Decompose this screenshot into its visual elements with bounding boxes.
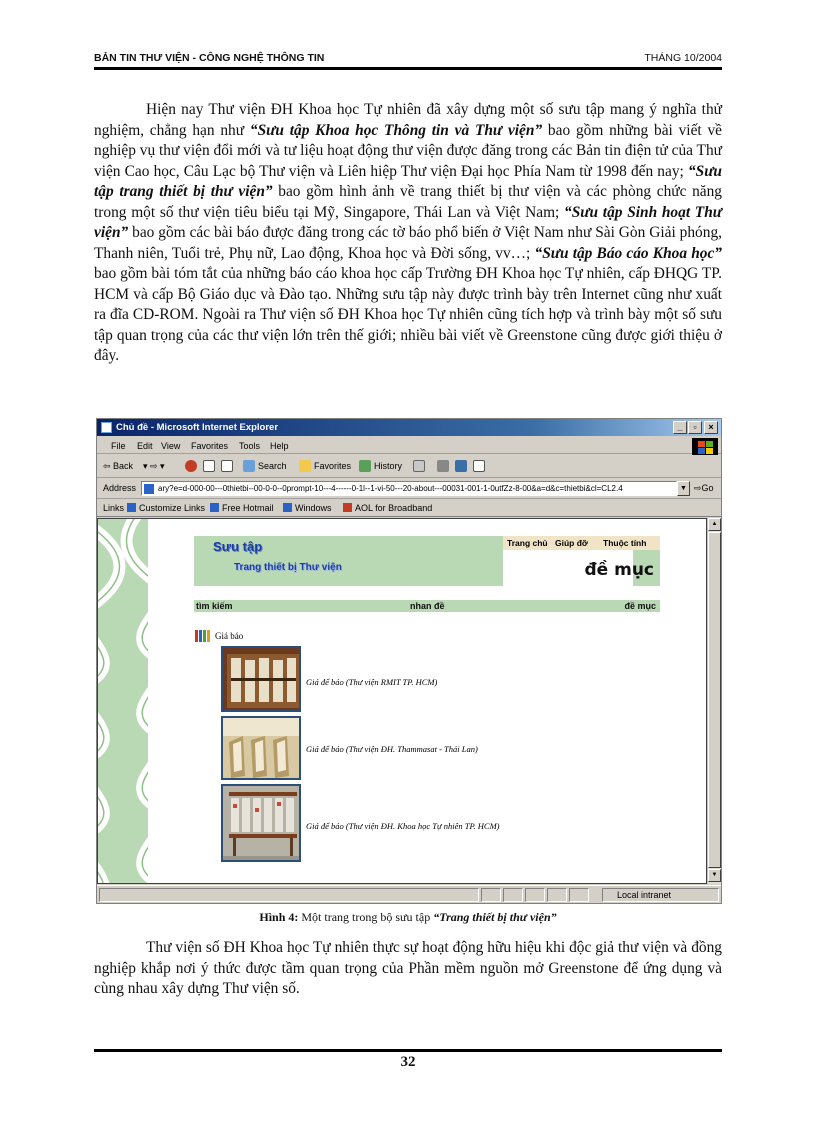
stop-icon[interactable] — [185, 460, 197, 472]
figure-label: Hình 4: — [259, 910, 299, 924]
status-cell — [525, 888, 545, 902]
item-caption-3[interactable]: Giá để báo (Thư viện ĐH. Khoa học Tự nhiên TP. HCM) — [306, 821, 500, 831]
item-thumbnail-3[interactable] — [221, 784, 301, 862]
title-bar — [97, 419, 721, 436]
nav-search[interactable]: tìm kiếm — [196, 601, 233, 611]
item-caption-1[interactable]: Giá để báo (Thư viện RMIT TP. HCM) — [306, 677, 438, 687]
collection-title-1: “Sưu tập Khoa học Thông tin và Thư viện” — [249, 121, 543, 139]
collection-title-3: “Sưu tập Sinh hoạt Thư viện” — [94, 203, 722, 241]
status-cell — [547, 888, 567, 902]
menu-tools[interactable]: Tools — [239, 441, 261, 451]
link-icon — [283, 503, 292, 512]
discuss-icon[interactable] — [473, 460, 485, 472]
windows-logo-icon — [692, 438, 718, 455]
address-url: ary?e=d-000-00---0thietbi--00-0-0--0prompt-10---4------0-1l--1-vi-50---20-about---00031-001-1-0utfZz-8-00&a=d&c=thietbi&cl=CL2.4 — [158, 484, 623, 493]
maximize-button[interactable]: ▫ — [688, 421, 702, 434]
favorites-button[interactable]: Favorites — [314, 461, 352, 471]
menu-edit[interactable]: Edit — [137, 441, 153, 451]
page-content — [97, 518, 707, 884]
page-heading — [503, 550, 660, 586]
minimize-button[interactable]: _ — [673, 421, 687, 434]
collection-label: Sưu tập — [213, 539, 263, 554]
newspaper-rack-photo — [223, 718, 301, 780]
menu-view[interactable]: View — [161, 441, 181, 451]
link-windows[interactable]: Windows — [295, 503, 332, 513]
newspaper-rack-photo — [223, 648, 301, 712]
close-button[interactable]: × — [704, 421, 718, 434]
figure-text: Một trang trong bộ sưu tập — [298, 910, 434, 924]
nav-titles[interactable]: nhan đề — [410, 601, 445, 611]
search-nav-bar — [194, 600, 660, 612]
status-cell — [569, 888, 589, 902]
edit-icon[interactable] — [455, 460, 467, 472]
nav-subjects[interactable]: đề mục — [624, 601, 656, 611]
page-number: 32 — [400, 1054, 416, 1070]
figure-caption — [0, 910, 816, 925]
back-dropdown[interactable]: ▾ ⇨ ▾ — [143, 461, 165, 471]
favorites-icon[interactable] — [299, 460, 311, 472]
paragraph-1 — [94, 100, 722, 367]
text-run: bao gồm bài tóm tắt của những báo cáo khoa học cấp Trường ĐH Khoa học Tự nhiên, cấp ĐHQG TP. HCM và cấp Bộ Giáo dục và Đào tạo. Những sưu tập này được trình bày trên Internet cũng như xuất ra đĩa CD-ROM. Ngoài ra Thư viện số ĐH Khoa học Tự nhiên cũng tích hợp và trình bày một số sưu tập quan trọng của các thư viện lớn trên thế giới; nhiều bài viết về Greenstone cũng được giới thiệu ở đây. — [94, 265, 722, 364]
nav-help[interactable]: Giúp đỡ — [555, 538, 588, 548]
refresh-icon[interactable] — [203, 460, 215, 472]
address-dropdown[interactable]: ▼ — [677, 481, 690, 496]
aol-icon — [343, 503, 352, 512]
scroll-up-arrow[interactable]: ▲ — [708, 518, 721, 531]
collection-name[interactable]: Trang thiết bị Thư viện — [234, 562, 342, 573]
item-caption-2[interactable]: Giá để báo (Thư viện ĐH. Thammasat - Thái Lan) — [306, 744, 478, 754]
link-hotmail[interactable]: Free Hotmail — [222, 503, 274, 513]
scroll-thumb[interactable] — [708, 532, 721, 868]
nav-preferences[interactable]: Thuộc tính — [603, 538, 647, 548]
search-icon[interactable] — [243, 460, 255, 472]
address-input[interactable] — [141, 481, 677, 496]
print-icon[interactable] — [437, 460, 449, 472]
menu-help[interactable]: Help — [270, 441, 289, 451]
status-bar — [97, 885, 721, 903]
link-icon — [210, 503, 219, 512]
ie-window-screenshot — [96, 418, 722, 904]
collection-title-2: “Sưu tập trang thiết bị thư viện” — [94, 162, 722, 200]
figure-title: “Trang thiết bị thư viện” — [433, 910, 557, 924]
link-icon — [127, 503, 136, 512]
text-run: bao gồm hình ảnh về trang thiết bị thư viện và các phòng chức năng trong một số thư viện tiêu biểu tại Mỹ, Singapore, Thái Lan và Việt Nam; — [94, 183, 723, 221]
links-label: Links — [103, 503, 125, 513]
zone-label: Local intranet — [617, 890, 672, 900]
vertical-scrollbar[interactable] — [707, 518, 721, 884]
address-label: Address — [103, 483, 137, 493]
go-button[interactable]: ⇨Go — [694, 483, 714, 493]
window-title: Chủ đề - Microsoft Internet Explorer — [116, 422, 279, 433]
page-icon — [144, 484, 154, 494]
text-run: bao gồm các bài báo được đăng trong các tờ báo phổ biến ở Việt Nam như Sài Gòn Giải phóng, Thanh niên, Tuổi trẻ, Phụ nữ, Lao động, Khoa học và Đời sống, vv…; — [94, 224, 722, 262]
text-run: bao gồm những bài viết về nghiệp vụ thư viện đổi mới và tư liệu hoạt động thư viện được đăng trong các Bản tin điện tử của Thư viện Cao học, Câu Lạc bộ Thư viện và Liên hiệp Thư viện Đại học Phía Nam từ 1998 đến nay; — [94, 121, 722, 180]
link-aol[interactable]: AOL for Broadband — [355, 503, 433, 513]
history-button[interactable]: History — [374, 461, 403, 471]
item-thumbnail-2[interactable] — [221, 716, 301, 780]
status-main — [99, 888, 479, 902]
mail-icon[interactable] — [413, 460, 425, 472]
scroll-down-arrow[interactable]: ▼ — [708, 869, 721, 882]
status-cell — [503, 888, 523, 902]
newspaper-rack-photo — [223, 786, 301, 862]
text-run: Hiện nay Thư viện ĐH Khoa học Tự nhiên đã xây dựng một số sưu tập mang ý nghĩa thử nghiệm, chẳng hạn như — [94, 101, 722, 139]
standard-toolbar — [97, 456, 721, 478]
item-thumbnail-1[interactable] — [221, 646, 301, 712]
nav-home[interactable]: Trang chủ — [507, 538, 548, 548]
status-cell — [481, 888, 501, 902]
paragraph-2: Thư viện số ĐH Khoa học Tự nhiên thực sự hoạt động hữu hiệu khi độc giả thư viện và đồng nghiệp khắp nơi ý thức được tầm quan trọng của Phần mềm nguồn mở Greenstone để ứng dụng và cùng nhau xây dựng Thư viện số. — [94, 939, 722, 997]
ie-icon — [101, 422, 112, 433]
link-customize[interactable]: Customize Links — [139, 503, 206, 513]
back-button[interactable]: ⇦ Back — [103, 461, 134, 471]
links-bar — [97, 499, 721, 517]
footer-rule — [94, 1049, 722, 1052]
go-label: Go — [701, 483, 714, 493]
header-title: BẢN TIN THƯ VIỆN - CÔNG NGHỆ THÔNG TIN — [94, 52, 325, 64]
search-button[interactable]: Search — [258, 461, 287, 471]
bookshelf-icon[interactable] — [195, 630, 210, 642]
address-bar — [97, 479, 721, 499]
header-rule — [94, 67, 722, 70]
decorative-braid-border — [98, 519, 148, 884]
nav-buttons — [503, 536, 660, 550]
collection-title-4: “Sưu tập Báo cáo Khoa học” — [534, 244, 722, 262]
section-label[interactable]: Giá báo — [215, 631, 244, 641]
menu-file[interactable]: File — [111, 441, 126, 451]
running-header — [94, 52, 722, 66]
menu-favorites[interactable]: Favorites — [191, 441, 229, 451]
home-icon[interactable] — [221, 460, 233, 472]
history-icon[interactable] — [359, 460, 371, 472]
menu-bar — [97, 438, 721, 454]
page-heading-text: đề mục — [584, 560, 654, 580]
header-date: THÁNG 10/2004 — [644, 52, 722, 64]
